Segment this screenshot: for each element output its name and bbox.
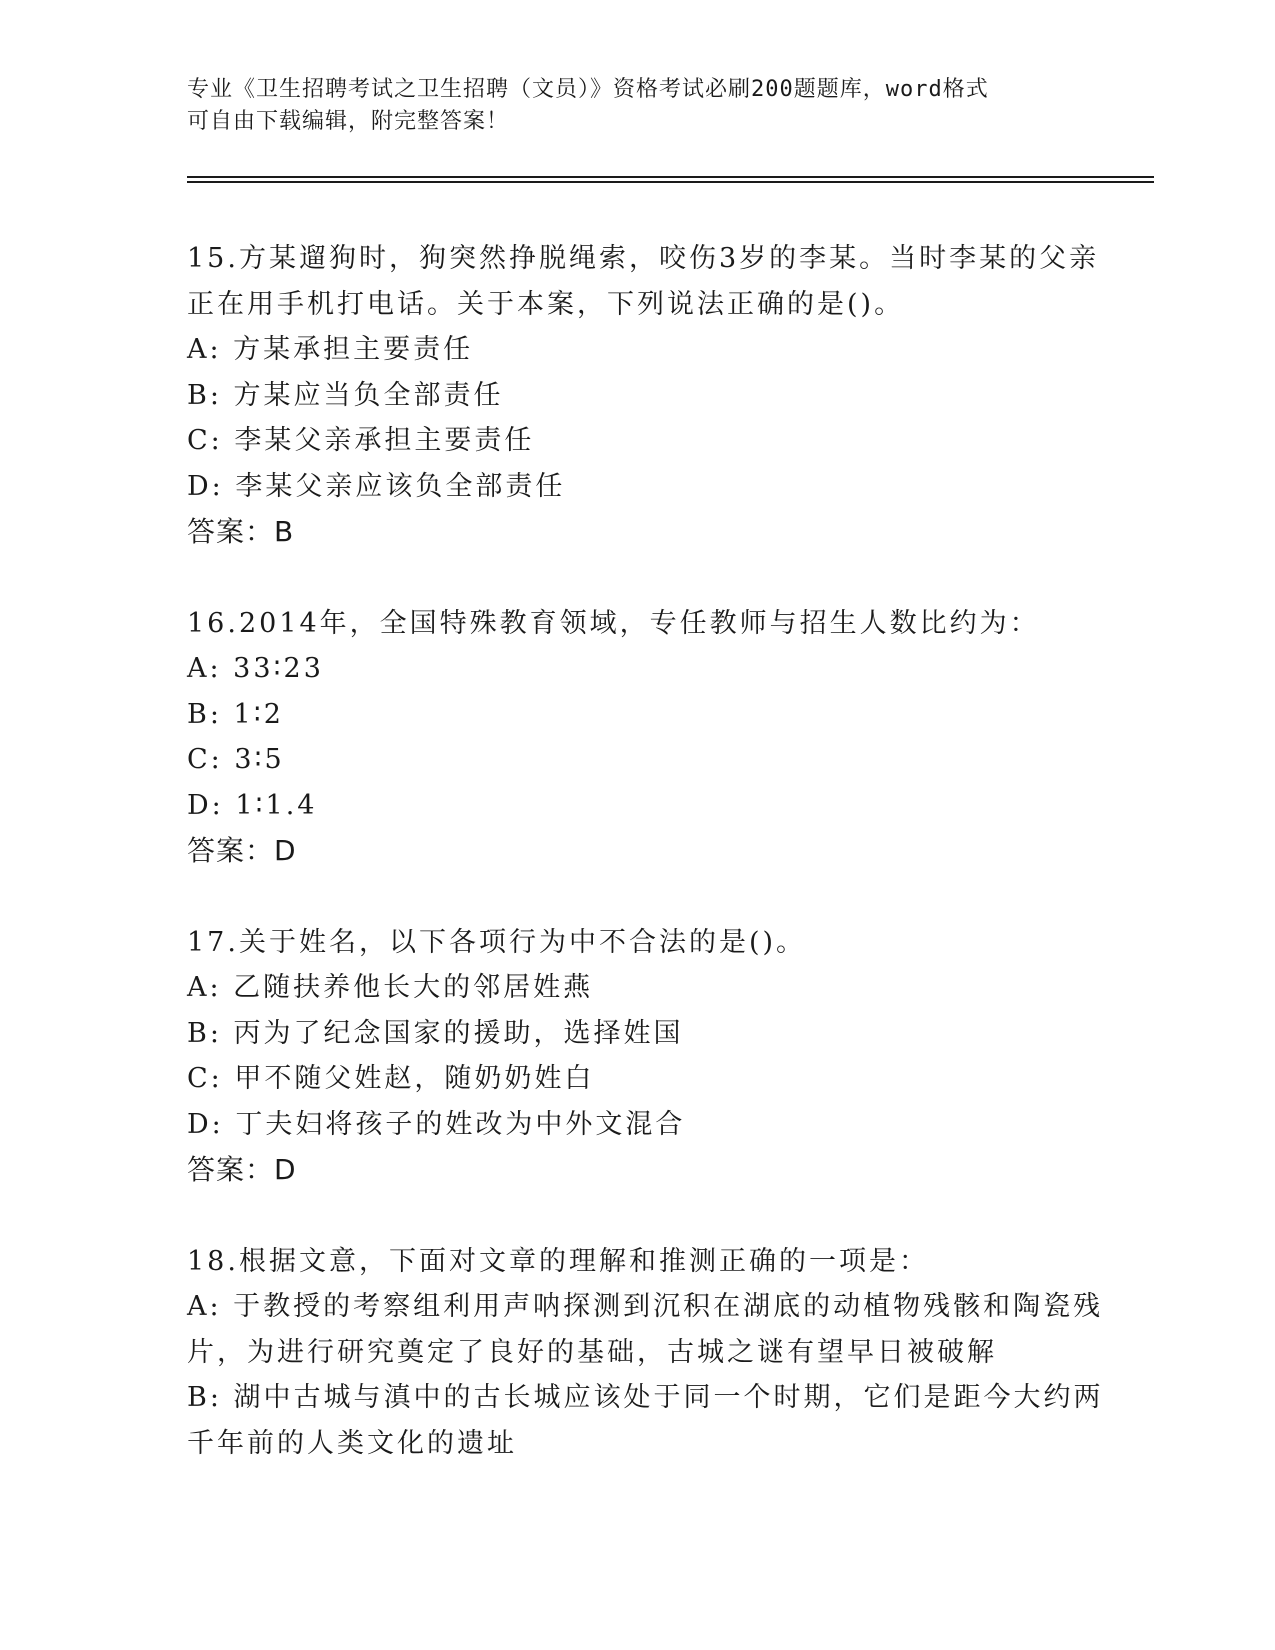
option-c: C: 李某父亲承担主要责任 (187, 425, 535, 456)
header-line-2: 可自由下载编辑，附完整答案！ (187, 109, 510, 134)
question-15 (187, 236, 1100, 555)
answer-line: 答案：B (187, 515, 295, 548)
question-list (187, 236, 1104, 1512)
option-a-continued: 片，为进行研究奠定了良好的基础，古城之谜有望早日被破解 (187, 1336, 997, 1368)
option-d: D: 丁夫妇将孩子的姓改为中外文混合 (187, 1108, 686, 1140)
option-b: B: 湖中古城与滇中的古长城应该处于同一个时期，它们是距今大约两 (187, 1382, 1104, 1413)
question-stem-line: 17.关于姓名，以下各项行为中不合法的是()。 (187, 926, 807, 958)
question-16 (187, 601, 1087, 874)
question-stem-line: 16.2014年，全国特殊教育领域，专任教师与招生人数比约为： (187, 607, 1040, 639)
option-b: B: 方某应当负全部责任 (187, 379, 504, 411)
header-divider-top (187, 176, 1154, 178)
option-d: D: 李某父亲应该负全部责任 (187, 470, 566, 502)
header-line-1: 专业《卫生招聘考试之卫生招聘（文员）》资格考试必刷200题题库，word格式 (187, 77, 989, 102)
answer-line: 答案：D (187, 834, 297, 867)
option-a: A: 33∶23 (187, 653, 324, 684)
option-a: A: 方某承担主要责任 (187, 334, 474, 365)
option-a: A: 乙随扶养他长大的邻居姓燕 (187, 972, 594, 1003)
question-stem-line: 15.方某遛狗时，狗突然挣脱绳索，咬伤3岁的李某。当时李某的父亲 (187, 243, 1100, 274)
answer-line: 答案：D (187, 1153, 297, 1186)
option-c: C: 3∶5 (187, 744, 285, 775)
question-stem-line: 18.根据文意，下面对文章的理解和推测正确的一项是： (187, 1245, 929, 1277)
option-d: D: 1∶1.4 (187, 789, 318, 821)
option-b-continued: 千年前的人类文化的遗址 (187, 1427, 517, 1459)
header-divider-bottom (187, 181, 1154, 183)
option-a: A: 于教授的考察组利用声呐探测到沉积在湖底的动植物残骸和陶瓷残 (187, 1291, 1104, 1322)
question-18 (187, 1239, 1104, 1467)
question-stem-line: 正在用手机打电话。关于本案，下列说法正确的是()。 (187, 288, 905, 320)
option-b: B: 丙为了纪念国家的援助，选择姓国 (187, 1017, 684, 1049)
option-c: C: 甲不随父姓赵，随奶奶姓白 (187, 1063, 595, 1094)
question-17 (187, 920, 1087, 1193)
option-b: B: 1∶2 (187, 698, 284, 730)
document-header (187, 74, 1087, 138)
